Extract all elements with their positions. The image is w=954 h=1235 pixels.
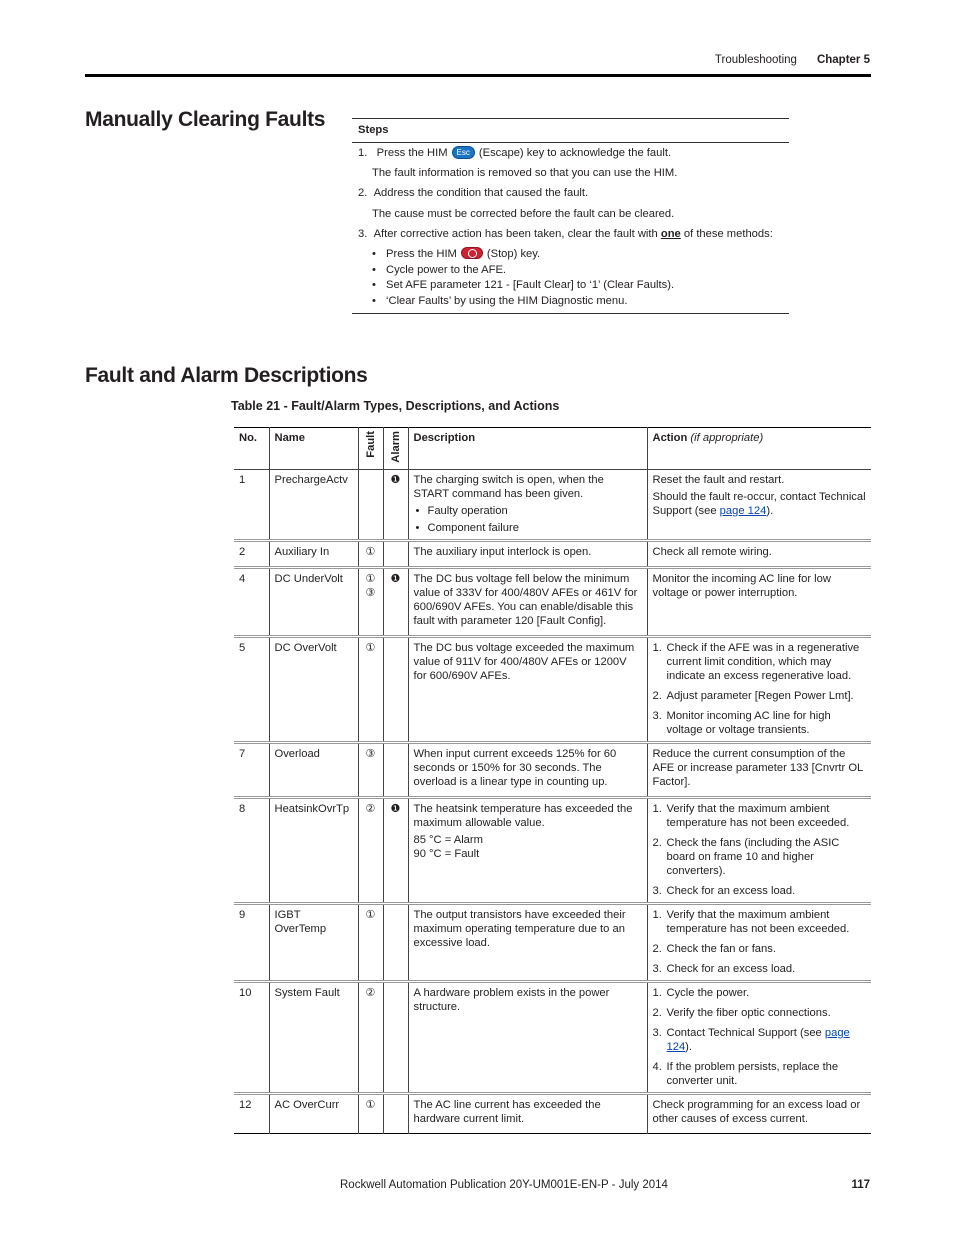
step-1: 1. Press the HIM Esc (Escape) key to acknowledge the fault. [358, 147, 672, 159]
fault-symbol: ② [365, 987, 376, 999]
cell-description [408, 470, 647, 541]
description-text: The auxiliary input interlock is open. [413, 546, 592, 558]
cell-no: 5 [239, 642, 246, 654]
description-text: The DC bus voltage exceeded the maximum value of 911V for 400/480V AFEs or 1200V for 600/690V AFEs. [413, 642, 635, 682]
cell-description [408, 743, 647, 798]
cell-description [408, 541, 647, 568]
cell-alarm: ❶ [383, 798, 408, 904]
cell-fault [358, 541, 383, 568]
action-text: Reduce the current consumption of the AFE or increase parameter 133 [Cnvrtr OL Factor]. [652, 748, 863, 788]
header-chapter: Chapter 5 [816, 54, 870, 66]
running-header [715, 53, 870, 67]
cell-name: AC OverCurr [269, 1094, 358, 1134]
cell-alarm [383, 904, 408, 982]
action-step: 2. Check the fan or fans. [652, 943, 776, 955]
cell-action [647, 1094, 871, 1134]
description-text: The charging switch is open, when the START command has been given. [413, 474, 604, 500]
action-text: Monitor the incoming AC line for low voltage or power interruption. [652, 573, 831, 599]
steps-heading: Steps [352, 119, 789, 143]
action-steps [653, 641, 867, 737]
action-step: 2. Verify the fiber optic connections. [652, 1007, 831, 1019]
cell-alarm: ❶ [383, 470, 408, 541]
step-number: 2. [652, 1007, 662, 1019]
cell-action [647, 568, 871, 637]
action-step: 3. Check for an excess load. [652, 885, 796, 897]
step-2: 2. Address the condition that caused the fault. [358, 187, 589, 199]
cell-no: 9 [239, 909, 246, 921]
esc-key-icon: Esc [452, 146, 475, 159]
description-text: The AC line current has exceeded the hardware current limit. [413, 1099, 601, 1125]
col-header-alarm: Alarm [383, 428, 408, 470]
action-step: 2. Check the fans (including the ASIC board on frame 10 and higher converters). [652, 837, 840, 877]
action-step: 3. Contact Technical Support (see page 124). [652, 1027, 850, 1053]
fault-symbol: ③ [365, 587, 376, 599]
header-section: Troubleshooting [714, 54, 797, 66]
step-number: 3. [652, 963, 662, 975]
fault-symbol: ① [365, 1099, 376, 1111]
fault-symbol: ① [365, 546, 376, 558]
step-number: 3. [652, 710, 662, 722]
col-header-action: Action (if appropriate) [647, 428, 871, 470]
cell-no: 2 [239, 546, 246, 558]
cell-no: 12 [239, 1099, 252, 1111]
description-text: The DC bus voltage fell below the minimum value of 333V for 400/480V AFEs or 461V for 600/690V AFEs. You can enable/disable this fault with parameter 120 [Fault Config]. [413, 573, 638, 627]
method-bullet-3: • Set AFE parameter 121 - [Fault Clear] to ‘1’ (Clear Faults). [372, 279, 675, 291]
action-step: 2. Adjust parameter [Regen Power Lmt]. [652, 690, 854, 702]
step-number: 4. [652, 1061, 662, 1073]
action-text: Check all remote wiring. [652, 546, 772, 558]
action-text: Reset the fault and restart. [652, 474, 785, 486]
cell-fault [358, 470, 383, 541]
cell-fault [358, 568, 383, 637]
description-text: When input current exceeds 125% for 60 seconds or 150% for 30 seconds. The overload is a linear type in counting up. [413, 748, 617, 788]
method-bullet-4: • ‘Clear Faults’ by using the HIM Diagnostic menu. [372, 295, 628, 307]
cell-name: DC UnderVolt [269, 568, 358, 637]
cell-action [647, 637, 871, 743]
cell-name: DC OverVolt [269, 637, 358, 743]
table-row [234, 743, 871, 798]
cell-name: HeatsinkOvrTp [269, 798, 358, 904]
table-row [234, 470, 871, 541]
table-header-row [234, 428, 871, 470]
description-text: A hardware problem exists in the power structure. [413, 987, 610, 1013]
action-step: 3. Check for an excess load. [652, 963, 796, 975]
cell-action [647, 982, 871, 1094]
cell-name: PrechargeActv [269, 470, 358, 541]
step-number: 2. [652, 943, 662, 955]
footer-publication: Rockwell Automation Publication 20Y-UM001E-EN-P - July 2014 [340, 1179, 668, 1191]
col-header-fault: Fault [358, 428, 383, 470]
cell-action [647, 470, 871, 541]
table-row [234, 568, 871, 637]
col-header-name: Name [269, 428, 358, 470]
action-text: Should the fault re-occur, contact Technical Support (see page 124). [652, 491, 866, 517]
cell-no: 10 [239, 987, 252, 999]
page-link[interactable]: page 124 [719, 505, 767, 517]
fault-symbol: ② [365, 803, 376, 815]
step-2-note: The cause must be corrected before the fault can be cleared. [372, 208, 675, 220]
cell-alarm [383, 982, 408, 1094]
action-step: 4. If the problem persists, replace the converter unit. [652, 1061, 839, 1087]
action-steps [653, 908, 867, 976]
table-row [234, 541, 871, 568]
description-bullets [414, 504, 642, 535]
step-number: 1. [652, 642, 662, 654]
fault-symbol: ① [365, 573, 376, 585]
step-number: 1. [652, 987, 662, 999]
cell-description [408, 904, 647, 982]
cell-name: IGBT OverTemp [269, 904, 358, 982]
cell-description [408, 982, 647, 1094]
cell-description [408, 798, 647, 904]
cell-action [647, 541, 871, 568]
cell-alarm [383, 637, 408, 743]
cell-alarm: ❶ [383, 568, 408, 637]
cell-action [647, 904, 871, 982]
cell-fault [358, 798, 383, 904]
action-step: 1. Verify that the maximum ambient temperature has not been exceeded. [652, 909, 850, 935]
stop-key-icon [461, 247, 483, 259]
step-1-note: The fault information is removed so that you can use the HIM. [372, 167, 678, 179]
method-bullet-1: • Press the HIM (Stop) key. [372, 248, 541, 260]
description-text: The output transistors have exceeded their maximum operating temperature due to an excessive load. [413, 909, 626, 949]
cell-action [647, 743, 871, 798]
header-rule [85, 74, 871, 77]
page-number: 117 [851, 1179, 870, 1191]
cell-fault [358, 1094, 383, 1134]
cell-no: 7 [239, 748, 246, 760]
cell-fault [358, 743, 383, 798]
action-step: 1. Cycle the power. [652, 987, 750, 999]
cell-no: 8 [239, 803, 246, 815]
cell-alarm [383, 541, 408, 568]
cell-fault [358, 637, 383, 743]
page-link[interactable]: page 124 [666, 1027, 850, 1053]
table-row [234, 637, 871, 743]
clearing-faults-heading: Manually Clearing Faults [85, 108, 326, 131]
cell-alarm [383, 743, 408, 798]
step-number: 1. [652, 909, 662, 921]
steps-box [352, 118, 789, 314]
action-step: 3. Monitor incoming AC line for high voltage or voltage transients. [652, 710, 831, 736]
step-number: 3. [652, 1027, 662, 1039]
fault-alarm-table [234, 427, 871, 1134]
fault-descriptions-heading: Fault and Alarm Descriptions [85, 364, 368, 387]
cell-description [408, 1094, 647, 1134]
action-step: 1. Verify that the maximum ambient temperature has not been exceeded. [652, 803, 850, 829]
step-number: 3. [652, 885, 662, 897]
cell-no: 1 [239, 474, 246, 486]
cell-action [647, 798, 871, 904]
cell-name: Auxiliary In [269, 541, 358, 568]
cell-alarm [383, 1094, 408, 1134]
action-text: Check programming for an excess load or other causes of excess current. [652, 1099, 861, 1125]
fault-symbol: ① [365, 642, 376, 654]
cell-description [408, 637, 647, 743]
action-steps [653, 802, 867, 898]
col-header-description: Description [408, 428, 647, 470]
action-step: 1. Check if the AFE was in a regenerative current limit condition, which may indicate an excess regenerative load. [652, 642, 860, 682]
fault-symbol: ③ [365, 748, 376, 760]
cell-fault [358, 904, 383, 982]
step-number: 2. [652, 837, 662, 849]
step-number: 2. [652, 690, 662, 702]
cell-name: System Fault [269, 982, 358, 1094]
description-bullet: • Component failure [414, 521, 642, 535]
step-3: 3. After corrective action has been taken, clear the fault with one of these methods: [358, 228, 773, 240]
table-row [234, 1094, 871, 1134]
description-bullet: • Faulty operation [414, 504, 642, 518]
table-row [234, 798, 871, 904]
action-steps [653, 986, 867, 1088]
cell-no: 4 [239, 573, 246, 585]
cell-description [408, 568, 647, 637]
fault-symbol: ① [365, 909, 376, 921]
table-row [234, 904, 871, 982]
method-bullet-2: • Cycle power to the AFE. [372, 264, 507, 276]
cell-fault [358, 982, 383, 1094]
table-row [234, 982, 871, 1094]
step-number: 1. [652, 803, 662, 815]
col-header-no: No. [239, 432, 258, 444]
table-caption: Table 21 - Fault/Alarm Types, Descriptions, and Actions [231, 399, 560, 413]
description-text: 85 °C = Alarm 90 °C = Fault [413, 834, 483, 860]
description-text: The heatsink temperature has exceeded the maximum allowable value. [413, 803, 633, 829]
cell-name: Overload [269, 743, 358, 798]
